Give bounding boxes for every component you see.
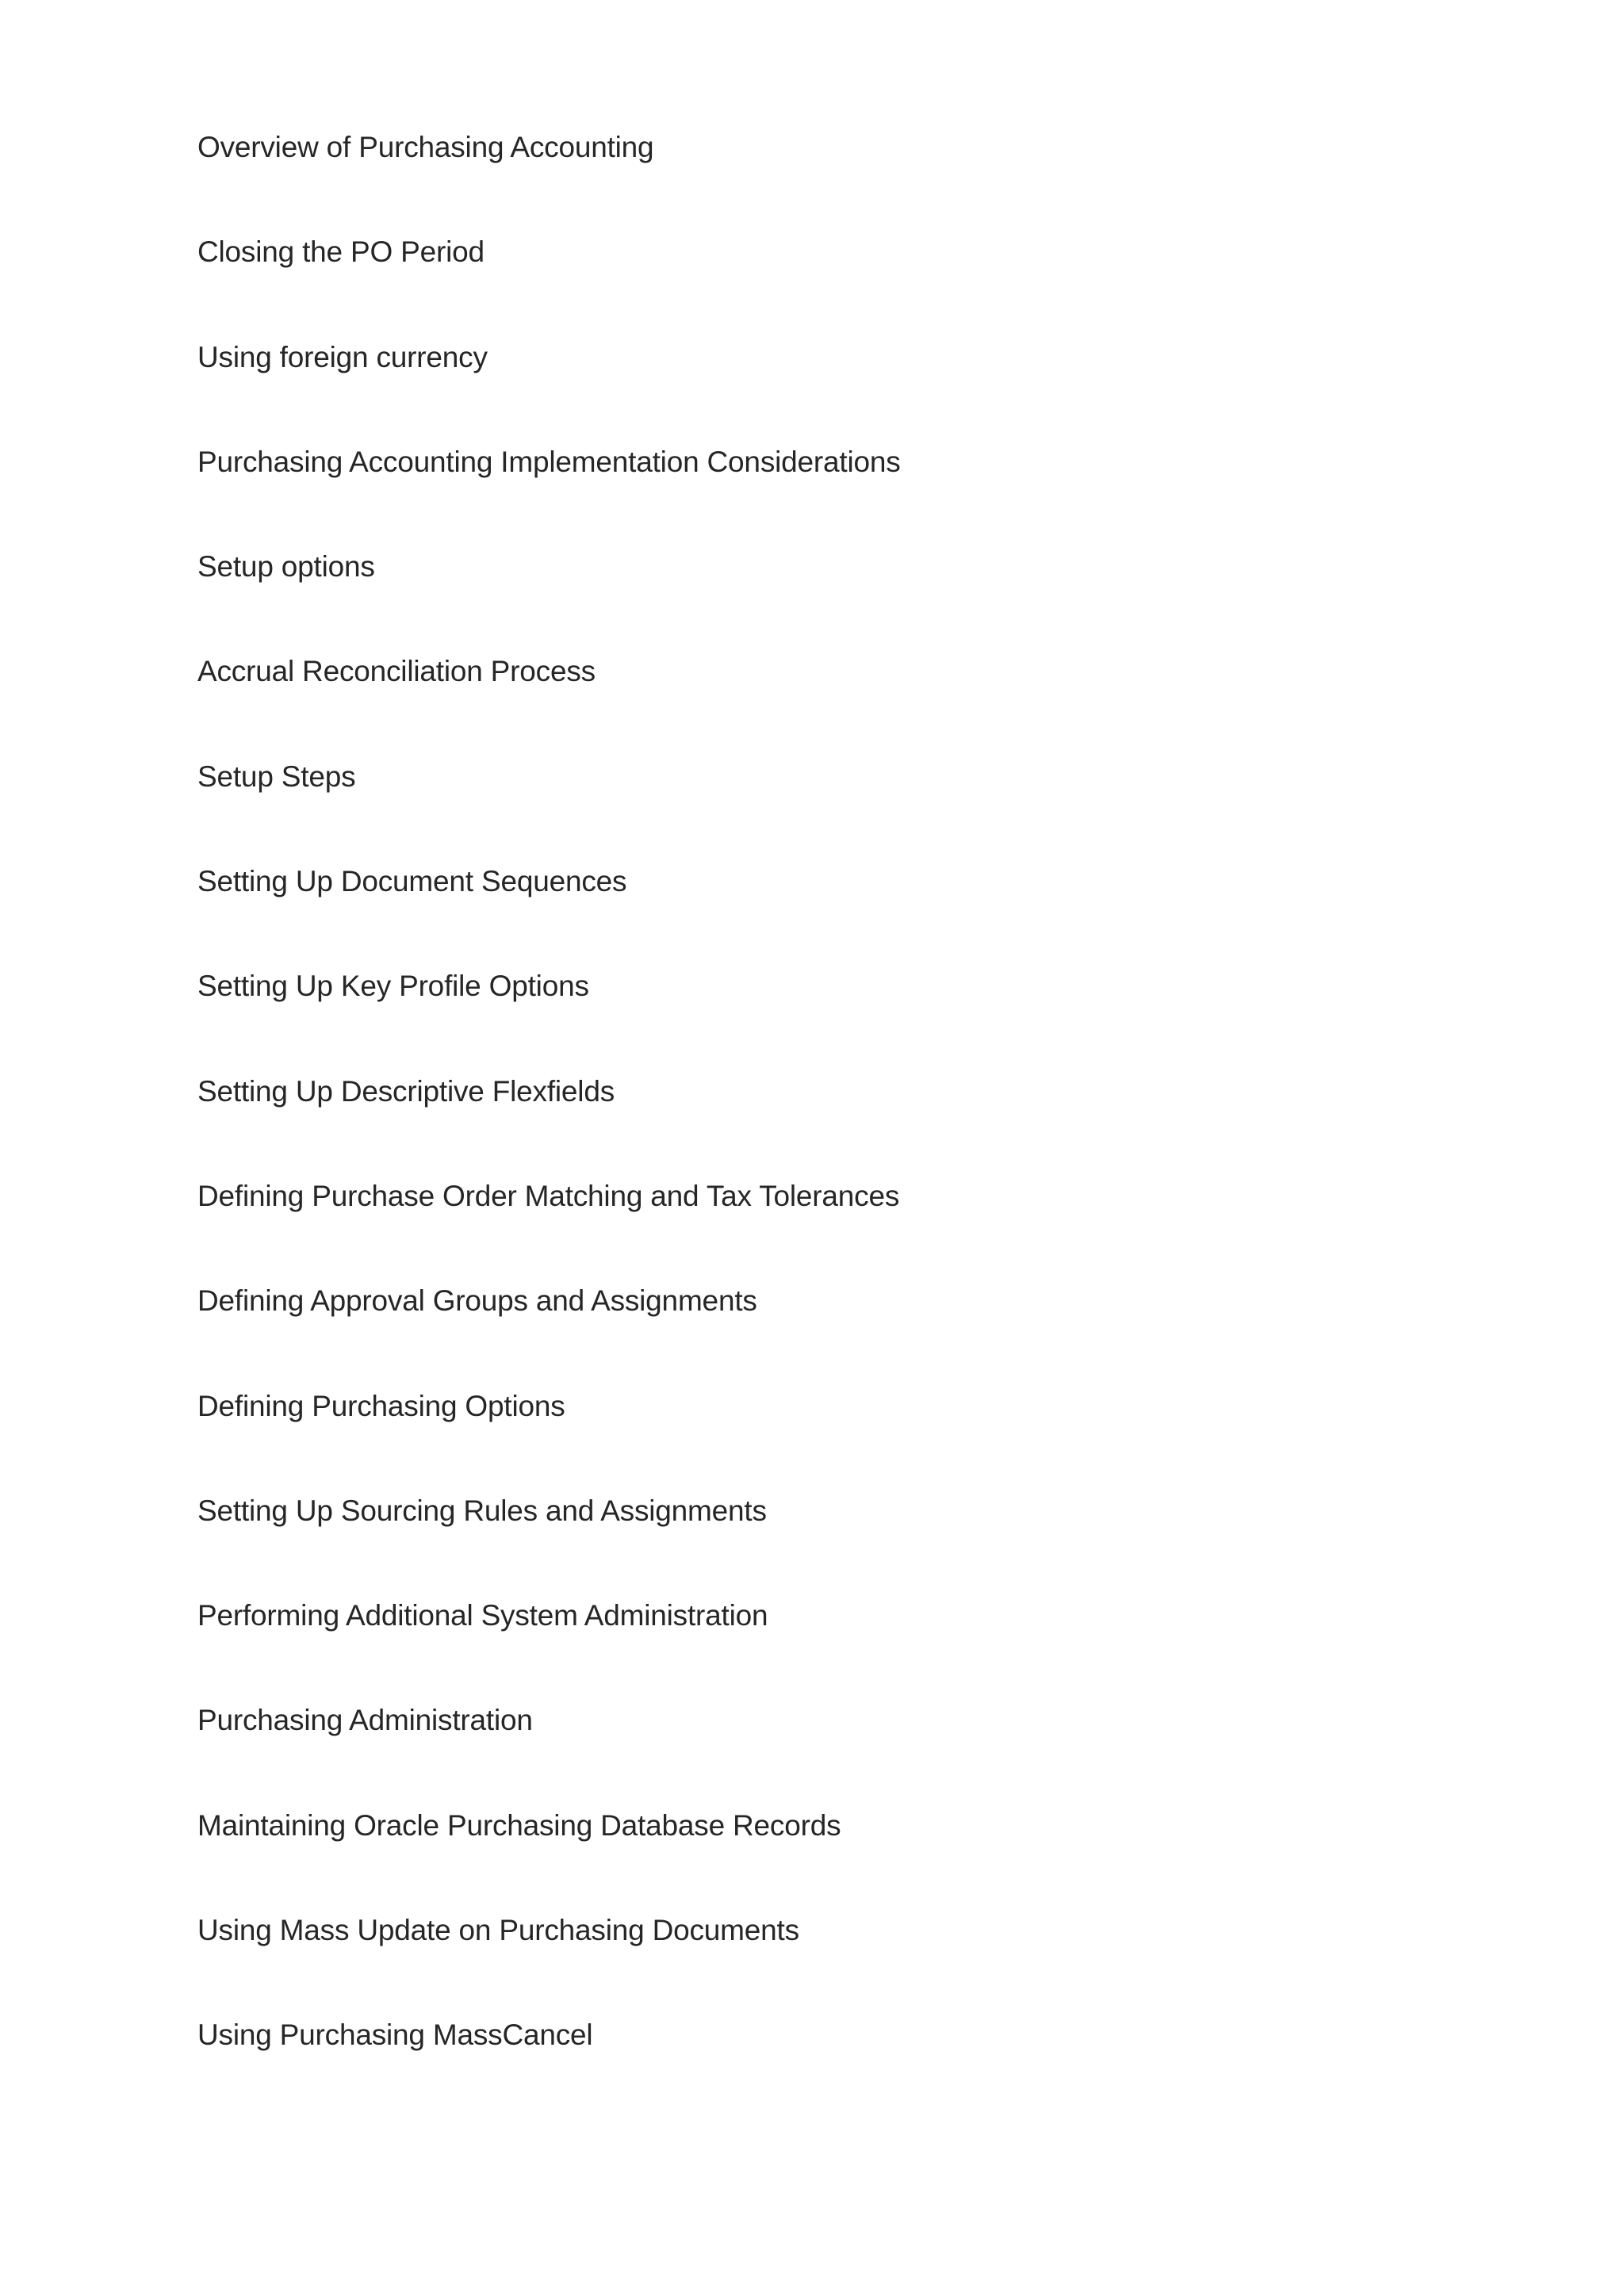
list-item: Purchasing Accounting Implementation Considerations bbox=[197, 445, 901, 478]
topic-list bbox=[197, 127, 901, 2120]
list-item: Using Purchasing MassCancel bbox=[197, 2019, 593, 2052]
list-item: Defining Purchase Order Matching and Tax Tolerances bbox=[197, 1179, 900, 1212]
list-item: Accrual Reconciliation Process bbox=[197, 655, 596, 688]
list-item: Setting Up Sourcing Rules and Assignments bbox=[197, 1494, 767, 1527]
list-item: Defining Purchasing Options bbox=[197, 1389, 565, 1422]
list-item: Setup Steps bbox=[197, 760, 356, 793]
list-item: Maintaining Oracle Purchasing Database Records bbox=[197, 1808, 841, 1842]
list-item: Closing the PO Period bbox=[197, 235, 485, 269]
list-item: Using Mass Update on Purchasing Documents bbox=[197, 1914, 799, 1947]
list-item: Setting Up Document Sequences bbox=[197, 865, 627, 898]
list-item: Setup options bbox=[197, 550, 375, 584]
list-item: Setting Up Descriptive Flexfields bbox=[197, 1074, 615, 1108]
list-item: Setting Up Key Profile Options bbox=[197, 970, 589, 1003]
list-item: Purchasing Administration bbox=[197, 1704, 533, 1737]
list-item: Overview of Purchasing Accounting bbox=[197, 131, 654, 163]
list-item: Using foreign currency bbox=[197, 340, 488, 373]
list-item: Defining Approval Groups and Assignments bbox=[197, 1284, 757, 1318]
list-item: Performing Additional System Administration bbox=[197, 1599, 768, 1632]
